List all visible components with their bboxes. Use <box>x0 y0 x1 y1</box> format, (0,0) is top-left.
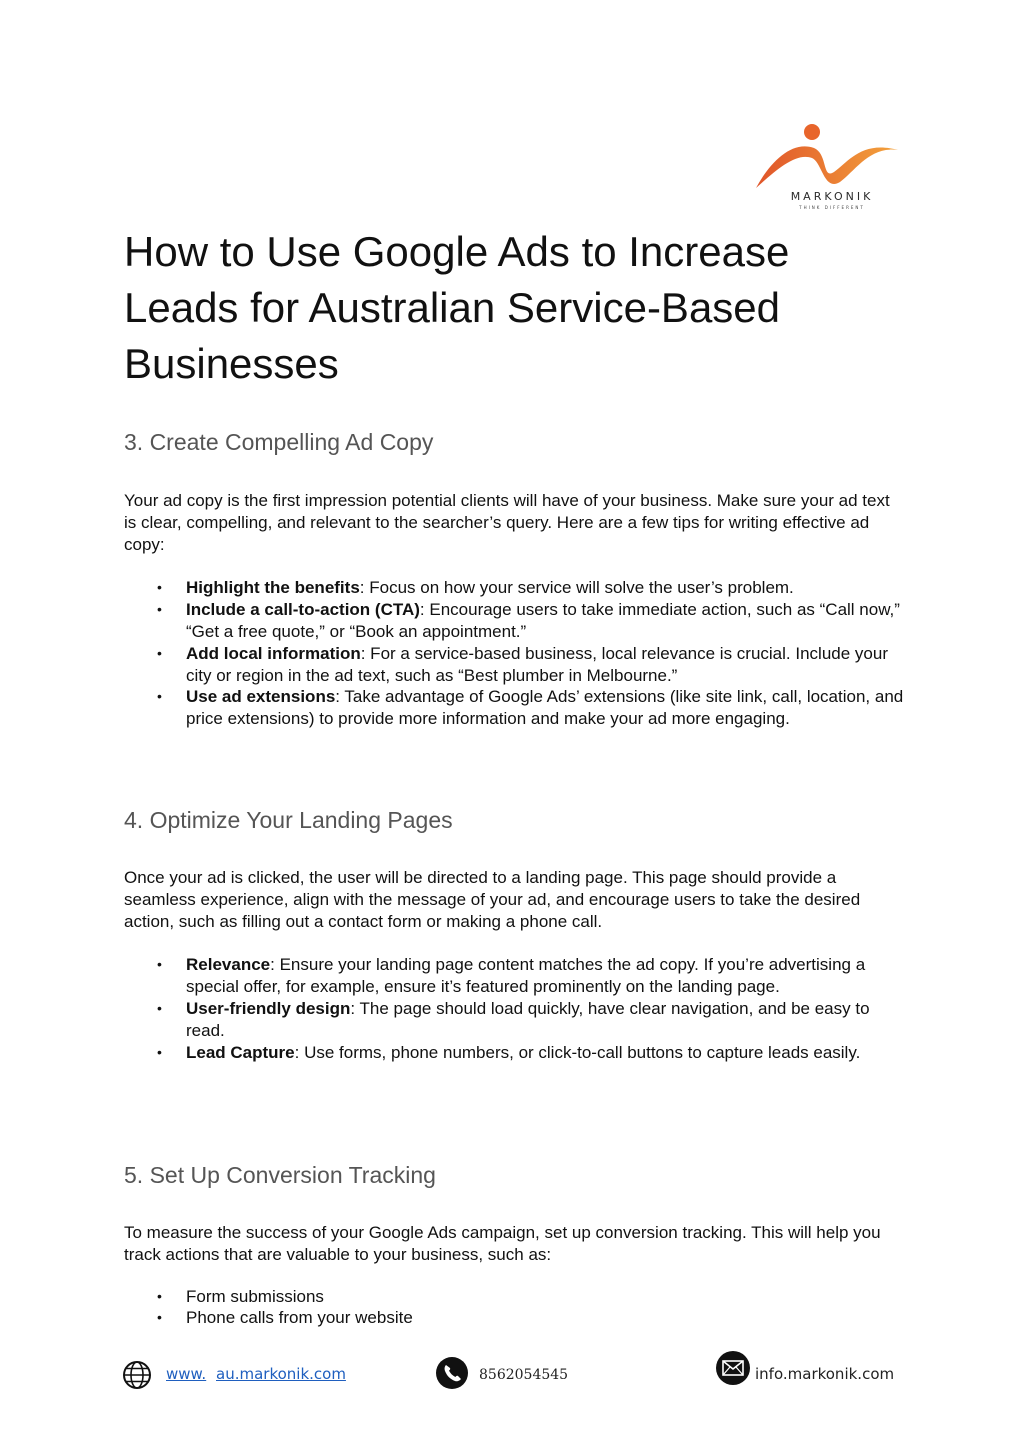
markonik-logo <box>752 122 902 214</box>
phone-icon <box>435 1356 469 1390</box>
item-bold: Relevance <box>186 955 271 975</box>
bullet-icon: • <box>157 1309 162 1326</box>
list-item <box>124 1286 904 1308</box>
bullet-icon: • <box>157 999 162 1016</box>
section-intro: To measure the success of your Google Ads campaign, set up conversion tracking. This will help you track actions that are valuable to your business, such as: <box>124 1223 881 1264</box>
website-link-prefix[interactable]: www. <box>166 1365 207 1383</box>
item-bold: Highlight the benefits <box>186 578 360 598</box>
item-bold: User-friendly design <box>186 998 351 1018</box>
item-text: : Use forms, phone numbers, or click-to-call buttons to capture leads easily. <box>294 1042 861 1062</box>
section-intro: Once your ad is clicked, the user will be directed to a landing page. This page should provide a seamless experience, align with the message of your ad, and encourage users to take the desired action, such as filling out a contact form or making a phone call. <box>124 868 861 931</box>
bullet-icon: • <box>157 644 162 661</box>
item-text: : For a service-based business, local relevance is crucial. Include your city or region in the ad text, such as “Best plumber in Melbourne.” <box>186 643 888 685</box>
item-bold: Lead Capture <box>186 1042 295 1062</box>
section-landing-pages <box>124 806 904 1063</box>
list-item <box>124 599 904 643</box>
logo-wordmark: MARKONIK <box>790 190 874 203</box>
list-item <box>124 1042 904 1064</box>
tips-list <box>124 954 904 1063</box>
list-item <box>124 577 904 599</box>
list-item <box>124 998 904 1042</box>
footer <box>0 1340 1023 1400</box>
item-text: : Encourage users to take immediate action, such as “Call now,” “Get a free quote,” or “Book an appointment.” <box>186 600 900 641</box>
item-bold: Add local information <box>186 643 361 663</box>
tips-list <box>124 1286 904 1330</box>
website-link[interactable]: au.markonik.com <box>216 1365 346 1383</box>
bullet-icon: • <box>157 1287 162 1304</box>
bullet-icon: • <box>157 601 162 618</box>
phone-number: 8562054545 <box>479 1367 569 1383</box>
item-text: : Focus on how your service will solve the user’s problem. <box>359 578 794 598</box>
markonik-logo-mark <box>752 122 902 192</box>
bullet-icon: • <box>157 579 162 596</box>
section-heading: 3. Create Compelling Ad Copy <box>124 429 434 455</box>
section-heading: 4. Optimize Your Landing Pages <box>124 807 453 833</box>
globe-icon <box>122 1360 152 1390</box>
document-title: How to Use Google Ads to Increase Leads for Australian Service-Based Businesses <box>124 228 790 387</box>
item-bold: Include a call-to-action (CTA) <box>186 600 420 620</box>
email-address: info.markonik.com <box>755 1365 895 1383</box>
bullet-icon: • <box>157 1043 162 1060</box>
item-text: : Take advantage of Google Ads’ extensions (like site link, call, location, and price extensions) to provide more information and make your ad more engaging. <box>186 687 904 729</box>
bullet-icon: • <box>157 956 162 973</box>
list-item <box>124 1307 904 1329</box>
item-text: : Ensure your landing page content matches the ad copy. If you’re advertising a special offer, for example, ensure it’s featured prominently on the landing page. <box>186 955 866 997</box>
tips-list <box>124 577 904 730</box>
list-item <box>124 954 904 998</box>
mail-icon <box>715 1350 751 1386</box>
item-bold: Use ad extensions <box>186 687 336 707</box>
list-item <box>124 643 904 687</box>
section-heading: 5. Set Up Conversion Tracking <box>124 1162 436 1188</box>
list-item <box>124 686 904 730</box>
bullet-icon: • <box>157 688 162 705</box>
section-intro: Your ad copy is the first impression potential clients will have of your business. Make sure your ad text is clear, compelling, and relevant to the searcher’s query. Here are a few tips for writing effective ad copy: <box>124 491 890 554</box>
section-conversion-tracking <box>124 1161 904 1329</box>
item-text: Form submissions <box>186 1286 324 1306</box>
section-ad-copy <box>124 428 904 730</box>
item-text: : The page should load quickly, have clear navigation, and be easy to read. <box>186 998 870 1040</box>
item-text: Phone calls from your website <box>186 1308 413 1328</box>
logo-tagline: THINK DIFFERENT <box>799 205 865 210</box>
